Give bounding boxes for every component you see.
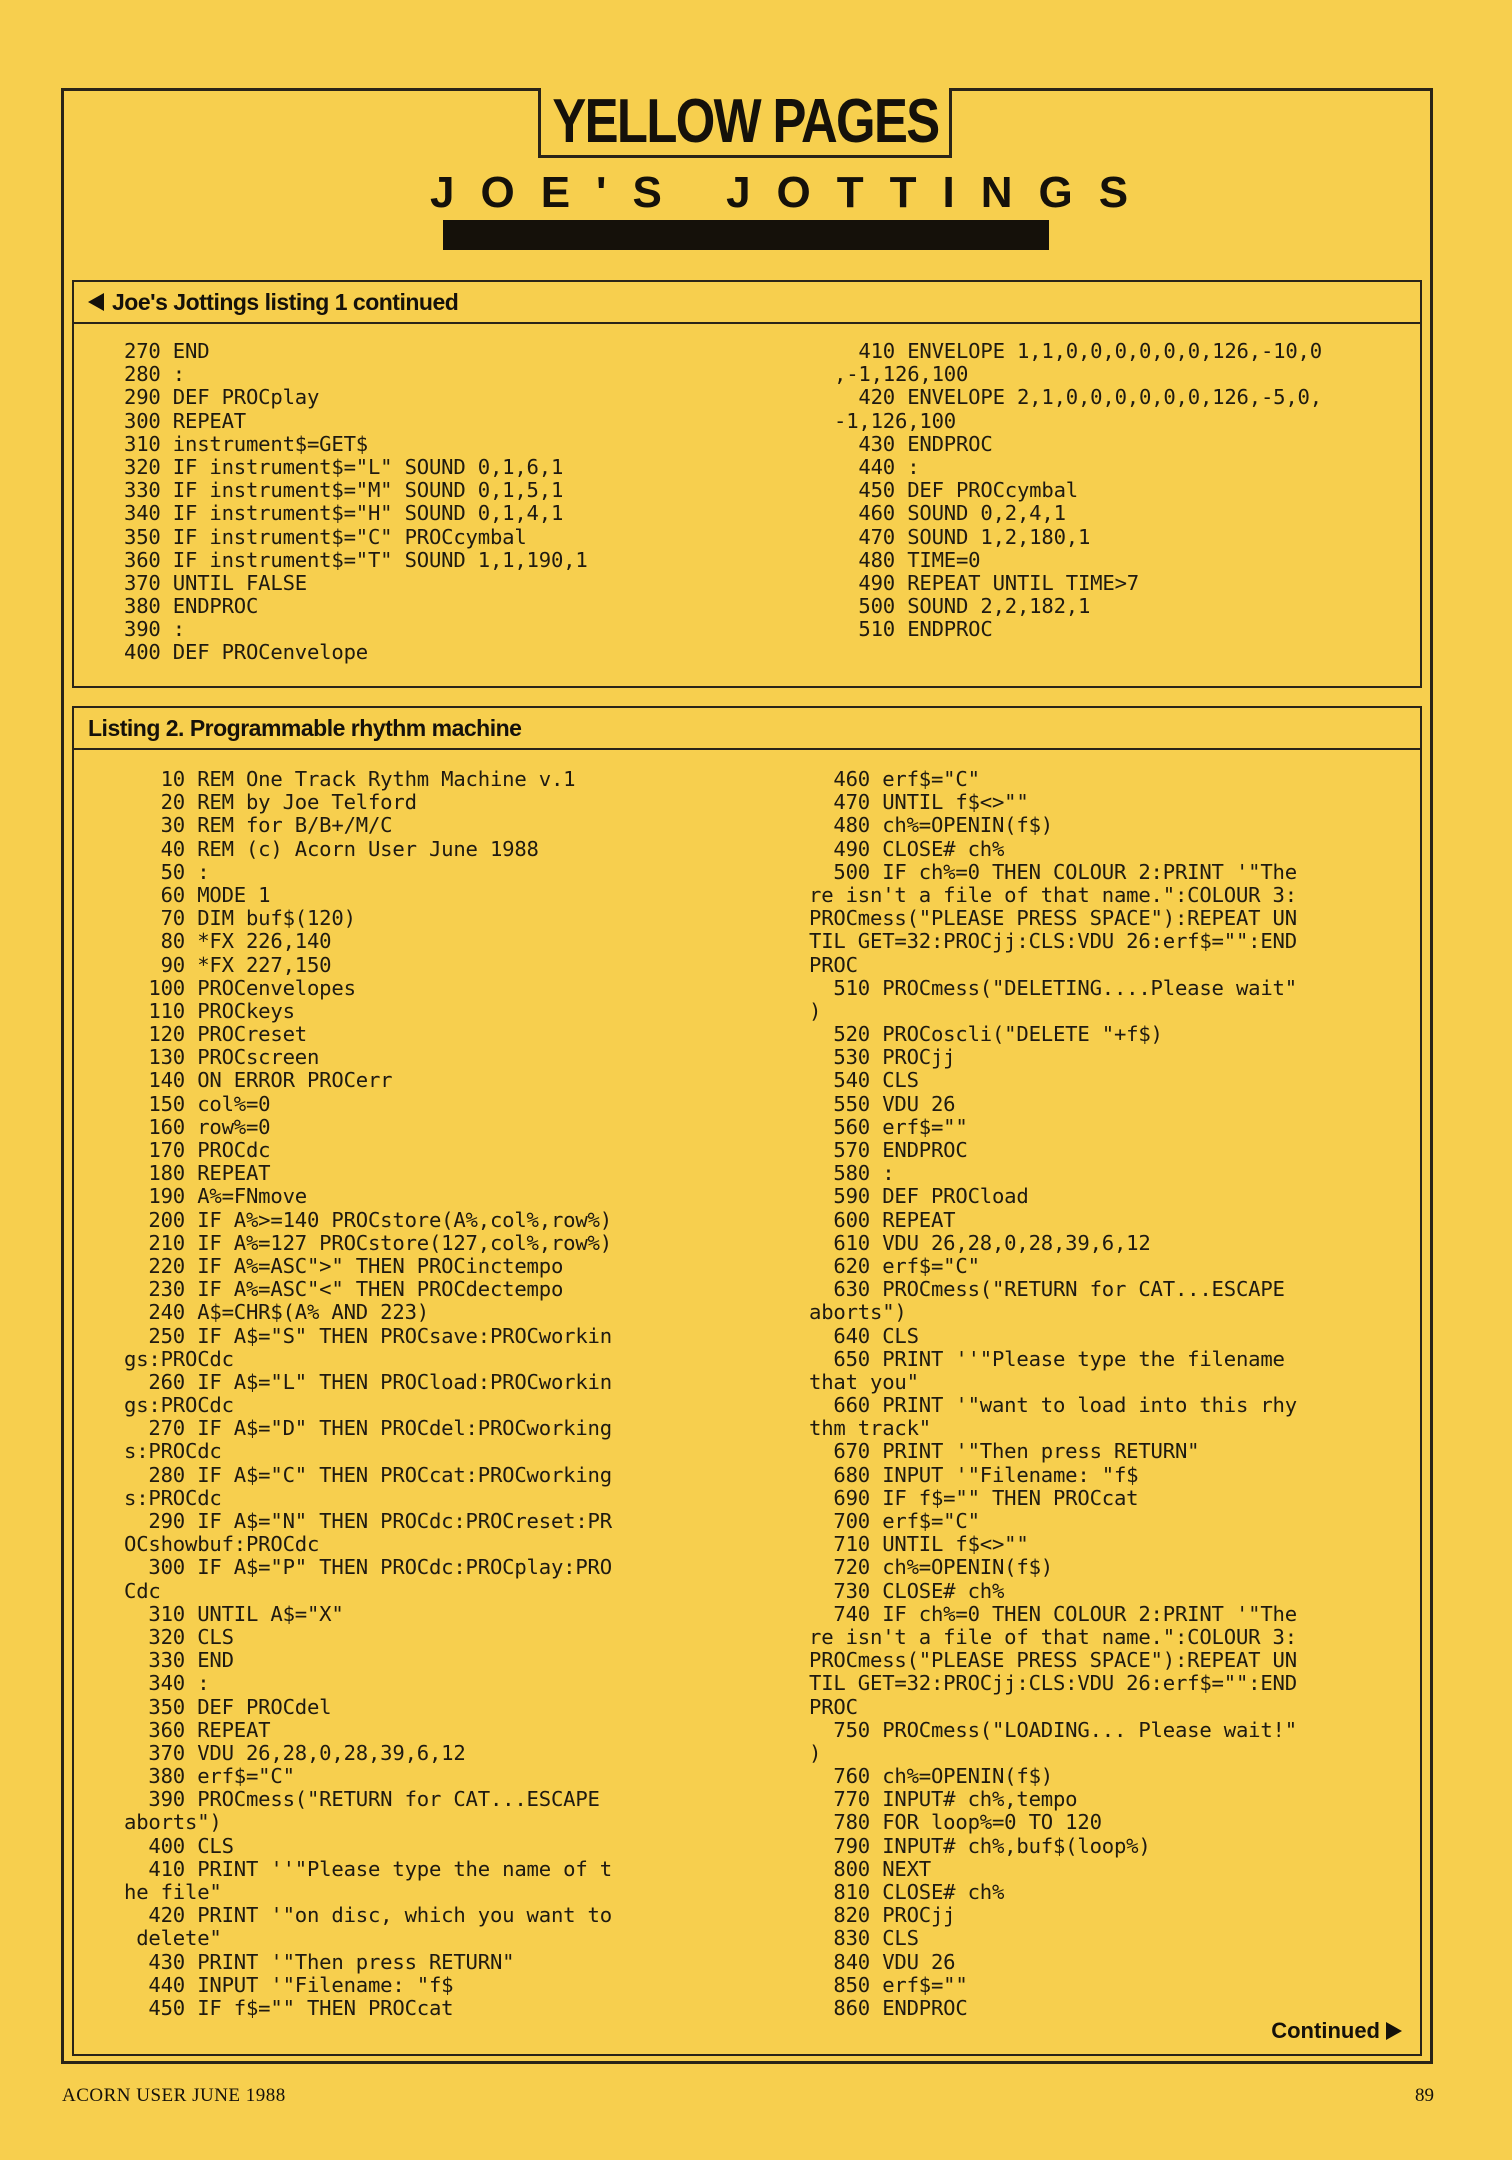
code-line: 370 VDU 26,28,0,28,39,6,12 [124, 1740, 466, 1765]
code-line: TIL GET=32:PROCjj:CLS:VDU 26:erf$="":END [809, 929, 1297, 954]
masthead [538, 88, 952, 158]
code-line: 330 IF instrument$="M" SOUND 0,1,5,1 [124, 478, 564, 503]
code-line: 310 instrument$=GET$ [124, 431, 368, 456]
footer-publication: ACORN USER JUNE 1988 [62, 2085, 286, 2106]
code-line: 210 IF A%=127 PROCstore(127,col%,row%) [124, 1230, 612, 1255]
code-line: 790 INPUT# ch%,buf$(loop%) [809, 1833, 1151, 1858]
code-line: 360 IF instrument$="T" SOUND 1,1,190,1 [124, 547, 588, 572]
code-line: 470 SOUND 1,2,180,1 [834, 524, 1091, 549]
code-line: 830 CLS [809, 1926, 919, 1951]
code-line: re isn't a file of that name.":COLOUR 3: [809, 882, 1297, 907]
code-line: 40 REM (c) Acorn User June 1988 [124, 836, 539, 861]
code-line: 780 FOR loop%=0 TO 120 [809, 1810, 1102, 1835]
code-line: 290 IF A$="N" THEN PROCdc:PROCreset:PR [124, 1509, 612, 1533]
code-line: 220 IF A%=ASC">" THEN PROCinctempo [124, 1253, 564, 1278]
listing2-box [72, 706, 1422, 2056]
code-line: ) [809, 998, 822, 1023]
code-line: 800 NEXT [809, 1856, 931, 1881]
code-line: 160 row%=0 [124, 1114, 271, 1139]
code-line: 280 : [124, 362, 185, 387]
code-line: 850 erf$="" [809, 1972, 968, 1997]
code-line: Cdc [124, 1578, 161, 1603]
code-line: 380 erf$="C" [124, 1764, 295, 1789]
code-line: 500 IF ch%=0 THEN COLOUR 2:PRINT '"The [809, 859, 1297, 884]
arrow-left-icon [88, 293, 104, 311]
code-line: 270 IF A$="D" THEN PROCdel:PROCworking [124, 1416, 612, 1441]
code-line: 810 CLOSE# ch% [809, 1880, 1005, 1904]
code-line: 390 : [124, 617, 185, 642]
code-line: 440 : [834, 454, 920, 479]
code-line: 450 DEF PROCcymbal [834, 478, 1078, 503]
code-line: 360 REPEAT [124, 1717, 271, 1742]
code-line: 90 *FX 227,150 [124, 952, 332, 977]
code-line: 320 CLS [124, 1624, 234, 1649]
code-line: gs:PROCdc [124, 1346, 234, 1371]
code-line: 130 PROCscreen [124, 1045, 320, 1070]
code-line: 70 DIM buf$(120) [124, 906, 356, 931]
code-line: 720 ch%=OPENIN(f$) [809, 1555, 1053, 1580]
code-line: 430 PRINT '"Then press RETURN" [124, 1949, 515, 1974]
code-line: 340 : [124, 1671, 210, 1696]
code-line: 430 ENDPROC [834, 431, 993, 456]
code-line: 440 INPUT '"Filename: "f$ [124, 1972, 454, 1997]
code-line: 300 REPEAT [124, 408, 246, 433]
code-line: PROC [809, 952, 858, 977]
listing1-header [74, 282, 1420, 324]
listing2-left-column [124, 768, 612, 2020]
code-line: 510 PROCmess("DELETING....Please wait" [809, 975, 1297, 1000]
code-line: 290 DEF PROCplay [124, 385, 320, 410]
code-line: 330 END [124, 1648, 234, 1673]
code-line: 460 erf$="C" [809, 767, 980, 791]
code-line: TIL GET=32:PROCjj:CLS:VDU 26:erf$="":END [809, 1671, 1297, 1696]
code-line: that you" [809, 1369, 919, 1394]
code-line: 400 CLS [124, 1833, 234, 1858]
code-line: 490 REPEAT UNTIL TIME>7 [834, 570, 1139, 595]
masthead-title: YELLOW PAGES [551, 87, 939, 156]
code-line: 10 REM One Track Rythm Machine v.1 [124, 767, 576, 791]
code-line: 390 PROCmess("RETURN for CAT...ESCAPE [124, 1787, 600, 1812]
code-line: 840 VDU 26 [809, 1949, 956, 1974]
code-line: 50 : [124, 859, 210, 884]
code-line: 610 VDU 26,28,0,28,39,6,12 [809, 1230, 1151, 1255]
code-line: 450 IF f$="" THEN PROCcat [124, 1995, 454, 2020]
code-line: 860 ENDPROC [809, 1995, 968, 2020]
code-line: 120 PROCreset [124, 1022, 307, 1047]
subtitle-bar [443, 220, 1049, 250]
code-line: thm track" [809, 1416, 931, 1441]
code-line: 280 IF A$="C" THEN PROCcat:PROCworking [124, 1462, 612, 1487]
code-line: 600 REPEAT [809, 1207, 956, 1232]
page-number: 89 [1415, 2085, 1434, 2106]
arrow-right-icon [1386, 2022, 1402, 2040]
code-line: 630 PROCmess("RETURN for CAT...ESCAPE [809, 1277, 1285, 1302]
code-line: 570 ENDPROC [809, 1138, 968, 1162]
code-line: delete" [124, 1926, 222, 1951]
code-line: 410 PRINT ''"Please type the name of t [124, 1856, 612, 1881]
code-line: 260 IF A$="L" THEN PROCload:PROCworkin [124, 1369, 612, 1394]
code-line: aborts") [809, 1300, 907, 1325]
listing1-box [72, 280, 1422, 688]
code-line: 400 DEF PROCenvelope [124, 640, 368, 665]
code-line: 750 PROCmess("LOADING... Please wait!" [809, 1717, 1297, 1742]
code-line: 60 MODE 1 [124, 882, 271, 907]
code-line: 680 INPUT '"Filename: "f$ [809, 1462, 1139, 1487]
code-line: 740 IF ch%=0 THEN COLOUR 2:PRINT '"The [809, 1601, 1297, 1626]
listing2-title: Listing 2. Programmable rhythm machine [88, 714, 522, 741]
code-line: 770 INPUT# ch%,tempo [809, 1787, 1078, 1812]
code-line: he file" [124, 1880, 222, 1904]
code-line: 370 UNTIL FALSE [124, 570, 307, 595]
code-line: ) [809, 1740, 822, 1765]
code-line: 310 UNTIL A$="X" [124, 1601, 344, 1626]
code-line: 420 PRINT '"on disc, which you want to [124, 1903, 612, 1928]
code-line: 420 ENVELOPE 2,1,0,0,0,0,0,0,126,-5,0, [834, 385, 1322, 410]
code-line: 540 CLS [809, 1068, 919, 1093]
code-line: 590 DEF PROCload [809, 1184, 1029, 1209]
code-line: 500 SOUND 2,2,182,1 [834, 594, 1091, 619]
code-line: 190 A%=FNmove [124, 1184, 307, 1209]
code-line: 350 IF instrument$="C" PROCcymbal [124, 524, 527, 549]
code-line: 320 IF instrument$="L" SOUND 0,1,6,1 [124, 454, 564, 479]
listing1-right-column [834, 340, 1322, 641]
code-line: aborts") [124, 1810, 222, 1835]
code-line: 270 END [124, 339, 210, 363]
code-line: 550 VDU 26 [809, 1091, 956, 1116]
code-line: PROC [809, 1694, 858, 1719]
code-line: 660 PRINT '"want to load into this rhy [809, 1393, 1297, 1418]
code-line: 180 REPEAT [124, 1161, 271, 1186]
code-line: PROCmess("PLEASE PRESS SPACE"):REPEAT UN [809, 906, 1297, 931]
code-line: 110 PROCkeys [124, 998, 295, 1023]
code-line: 760 ch%=OPENIN(f$) [809, 1764, 1053, 1789]
code-line: s:PROCdc [124, 1485, 222, 1510]
code-line: 250 IF A$="S" THEN PROCsave:PROCworkin [124, 1323, 612, 1348]
code-line: 820 PROCjj [809, 1903, 956, 1928]
continued-text: Continued [1271, 2018, 1380, 2043]
code-line: 670 PRINT '"Then press RETURN" [809, 1439, 1200, 1464]
code-line: 480 ch%=OPENIN(f$) [809, 813, 1053, 838]
code-line: 700 erf$="C" [809, 1509, 980, 1533]
code-line: 20 REM by Joe Telford [124, 790, 417, 815]
code-line: 460 SOUND 0,2,4,1 [834, 501, 1066, 526]
listing1-left-column [124, 340, 588, 665]
code-line: 690 IF f$="" THEN PROCcat [809, 1485, 1139, 1510]
listing2-header [74, 708, 1420, 750]
code-line: ,-1,126,100 [834, 362, 969, 387]
code-line: -1,126,100 [834, 408, 956, 433]
code-line: 100 PROCenvelopes [124, 975, 356, 1000]
code-line: 140 ON ERROR PROCerr [124, 1068, 393, 1093]
code-line: 230 IF A%=ASC"<" THEN PROCdectempo [124, 1277, 564, 1302]
code-line: 200 IF A%>=140 PROCstore(A%,col%,row%) [124, 1207, 612, 1232]
code-line: 730 CLOSE# ch% [809, 1578, 1005, 1603]
code-line: 490 CLOSE# ch% [809, 836, 1005, 861]
code-line: 170 PROCdc [124, 1138, 271, 1162]
code-line: 580 : [809, 1161, 895, 1186]
code-line: 470 UNTIL f$<>"" [809, 790, 1029, 815]
code-line: 620 erf$="C" [809, 1253, 980, 1278]
code-line: 300 IF A$="P" THEN PROCdc:PROCplay:PRO [124, 1555, 612, 1580]
listing1-title: Joe's Jottings listing 1 continued [112, 288, 459, 315]
code-line: 80 *FX 226,140 [124, 929, 332, 954]
continued-label [1271, 2018, 1402, 2044]
code-line: 340 IF instrument$="H" SOUND 0,1,4,1 [124, 501, 564, 526]
code-line: 640 CLS [809, 1323, 919, 1348]
section-subtitle: JOE'S JOTTINGS [430, 168, 1155, 217]
code-line: 710 UNTIL f$<>"" [809, 1532, 1029, 1557]
code-line: 30 REM for B/B+/M/C [124, 813, 393, 838]
code-line: 350 DEF PROCdel [124, 1694, 332, 1719]
code-line: s:PROCdc [124, 1439, 222, 1464]
code-line: 480 TIME=0 [834, 547, 981, 572]
code-line: 650 PRINT ''"Please type the filename [809, 1346, 1285, 1371]
code-line: re isn't a file of that name.":COLOUR 3: [809, 1624, 1297, 1649]
code-line: 530 PROCjj [809, 1045, 956, 1070]
code-line: 510 ENDPROC [834, 617, 993, 642]
code-line: PROCmess("PLEASE PRESS SPACE"):REPEAT UN [809, 1648, 1297, 1673]
code-line: OCshowbuf:PROCdc [124, 1532, 320, 1557]
code-line: 410 ENVELOPE 1,1,0,0,0,0,0,0,126,-10,0 [834, 339, 1322, 363]
code-line: 380 ENDPROC [124, 594, 259, 619]
code-line: 560 erf$="" [809, 1114, 968, 1139]
code-line: 240 A$=CHR$(A% AND 223) [124, 1300, 429, 1325]
listing2-right-column [809, 768, 1297, 2020]
code-line: 150 col%=0 [124, 1091, 271, 1116]
code-line: 520 PROCoscli("DELETE "+f$) [809, 1022, 1163, 1047]
code-line: gs:PROCdc [124, 1393, 234, 1418]
